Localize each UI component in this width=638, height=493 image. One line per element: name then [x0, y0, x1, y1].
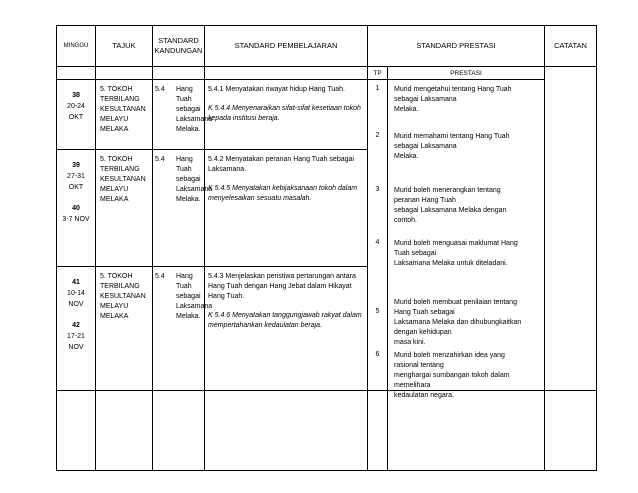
- standard-kandungan-cell: [153, 267, 213, 391]
- catatan-cell: [545, 67, 597, 391]
- tajuk-line: 5. TOKOH: [100, 156, 133, 163]
- header-standard-prestasi: STANDARD PRESTASI: [368, 26, 545, 67]
- sk-number: [155, 115, 176, 125]
- tajuk-line: MELAKA: [100, 196, 129, 203]
- prestasi-line: Murid memahami tentang Hang Tuah: [394, 133, 510, 140]
- sk-number: [155, 292, 176, 302]
- table-row-empty: [57, 391, 597, 471]
- prestasi-line: Murid mengetahui tentang Hang Tuah: [394, 86, 512, 93]
- prestasi-line: Murid boleh menerangkan tentang: [394, 187, 501, 194]
- sk-text: Laksamana: [176, 303, 213, 310]
- sp-main: 5.4.2 Menyatakan peranan Hang Tuah sebagai Laksamana.: [208, 156, 354, 173]
- standard-pembelajaran-cell: [205, 80, 368, 150]
- header-row: [57, 26, 597, 67]
- prestasi-line: Melaka.: [394, 153, 419, 160]
- sk-number: 5.4: [155, 273, 165, 280]
- tajuk-line: MELAYU: [100, 116, 129, 123]
- sk-text: Hang Tuah: [176, 156, 193, 173]
- sk-number: 5.4: [155, 86, 165, 93]
- sp-italic: K 5.4.5 Menyatakan kebijaksanaan tokoh dalam menyelesaikan sesuatu masalah.: [208, 185, 358, 202]
- sk-text: sebagai: [176, 293, 201, 300]
- tp-number: 6: [375, 351, 380, 358]
- rpt-table: [56, 25, 597, 471]
- table-row: [57, 80, 597, 150]
- week-number: 38: [72, 92, 80, 99]
- prestasi-line: Hang Tuah sebagai: [394, 309, 455, 316]
- tajuk-line: MELAYU: [100, 186, 129, 193]
- sk-text: sebagai: [176, 106, 201, 113]
- tajuk-line: TERBILANG: [100, 283, 140, 290]
- sk-number: [155, 175, 176, 185]
- week-number: 40: [72, 205, 80, 212]
- sk-number: [155, 125, 176, 135]
- sk-number: [155, 302, 176, 312]
- sp-main: 5.4.1 Menyatakan riwayat hidup Hang Tuah.: [208, 86, 345, 93]
- prestasi-line: memelihara: [394, 382, 431, 389]
- subheader-tp: TP: [368, 67, 388, 80]
- sk-number: [155, 195, 176, 205]
- standard-kandungan-cell: [153, 80, 213, 150]
- sk-text: sebagai: [176, 176, 201, 183]
- prestasi-line: sebagai Laksamana: [394, 96, 457, 103]
- sk-text: Laksamana: [176, 186, 213, 193]
- week-month: OKT: [68, 114, 84, 121]
- week-number: 42: [72, 322, 80, 329]
- sk-text: Hang Tuah: [176, 273, 193, 290]
- prestasi-line: dengan kehidupan: [394, 329, 452, 336]
- tajuk-cell: [96, 80, 153, 150]
- tajuk-line: KESULTANAN: [100, 176, 146, 183]
- sk-number: 5.4: [155, 156, 165, 163]
- tajuk-line: 5. TOKOH: [100, 273, 133, 280]
- week-cell: [57, 80, 96, 150]
- sk-number: [155, 312, 176, 322]
- prestasi-line: Melaka.: [394, 106, 419, 113]
- sk-text: Laksamana: [176, 116, 213, 123]
- tajuk-line: TERBILANG: [100, 166, 140, 173]
- header-catatan: CATATAN: [545, 26, 597, 67]
- week-range: 27-31: [67, 173, 85, 180]
- header-minggu: MINGGU: [57, 26, 96, 67]
- week-number: 39: [72, 162, 80, 169]
- prestasi-line: peranan Hang Tuah: [394, 197, 456, 204]
- week-range: 3-7 NOV: [62, 216, 90, 223]
- prestasi-text: [394, 351, 540, 401]
- prestasi-text: [394, 186, 540, 226]
- tajuk-cell: [96, 267, 153, 391]
- subheader-prestasi: PRESTASI: [388, 67, 545, 80]
- tp-column: [368, 80, 388, 391]
- sk-number: [155, 105, 176, 115]
- sp-main: 5.4.3 Menjelaskan peristiwa pertarungan antara Hang Tuah dengan Hang Jebat dalam Hikayat Hang Tuah.: [208, 273, 356, 300]
- prestasi-line: menghargai sumbangan tokoh dalam: [394, 372, 510, 379]
- prestasi-line: Laksamana Melaka dan dihubungkaitkan: [394, 319, 522, 326]
- tajuk-line: MELAKA: [100, 126, 129, 133]
- week-range: 17-21: [67, 333, 85, 340]
- prestasi-line: Tuah sebagai: [394, 250, 437, 257]
- tajuk-cell: [96, 150, 153, 267]
- sk-text: Hang Tuah: [176, 86, 193, 103]
- sk-text: Melaka.: [176, 313, 201, 320]
- week-month: NOV: [68, 301, 84, 308]
- tajuk-line: KESULTANAN: [100, 293, 146, 300]
- week-cell: [57, 267, 96, 391]
- prestasi-column: [388, 80, 545, 399]
- prestasi-line: sebagai Laksamana Melaka dengan: [394, 207, 507, 214]
- prestasi-line: Murid boleh menguasai maklumat Hang: [394, 240, 518, 247]
- standard-kandungan-cell: [153, 150, 213, 267]
- week-range: 20-24: [67, 103, 85, 110]
- tp-number: 4: [375, 239, 380, 246]
- prestasi-line: contoh.: [394, 217, 417, 224]
- tp-number: 3: [375, 186, 380, 193]
- header-tajuk: TAJUK: [96, 26, 153, 67]
- header-standard-pembelajaran: STANDARD PEMBELAJARAN: [205, 26, 368, 67]
- tajuk-line: MELAKA: [100, 313, 129, 320]
- week-number: 41: [72, 279, 80, 286]
- week-range: 10-14: [67, 290, 85, 297]
- sp-italic: K 5.4.6 Menyatakan tanggungjawab rakyat dalam mempertahankan kedaulatan beraja.: [208, 312, 362, 329]
- prestasi-line: Murid boleh membuat penilaian tentang: [394, 299, 517, 306]
- tp-number: 2: [375, 132, 380, 139]
- sk-number: [155, 185, 176, 195]
- tp-number: 1: [375, 85, 380, 92]
- prestasi-line: kedaulatan negara.: [394, 392, 454, 399]
- tajuk-line: KESULTANAN: [100, 106, 146, 113]
- tajuk-line: TERBILANG: [100, 96, 140, 103]
- prestasi-line: rasional tentang: [394, 362, 444, 369]
- prestasi-text: [394, 132, 540, 162]
- prestasi-line: masa kini.: [394, 339, 426, 346]
- prestasi-line: sebagai Laksamana: [394, 143, 457, 150]
- sk-text: Melaka.: [176, 196, 201, 203]
- week-month: NOV: [68, 344, 84, 351]
- prestasi-line: Murid boleh menzahirkan idea yang: [394, 352, 505, 359]
- prestasi-line: Laksamana Melaka untuk diteladani.: [394, 260, 508, 267]
- tajuk-line: 5. TOKOH: [100, 86, 133, 93]
- standard-pembelajaran-cell: [205, 150, 368, 267]
- header-standard-kandungan: STANDARD KANDUNGAN: [153, 26, 205, 67]
- prestasi-text: [394, 239, 540, 269]
- sk-text: Melaka.: [176, 126, 201, 133]
- week-cell: [57, 150, 96, 267]
- subheader-row: [57, 67, 597, 80]
- standard-pembelajaran-cell: [205, 267, 368, 391]
- tajuk-line: MELAYU: [100, 303, 129, 310]
- week-month: OKT: [68, 184, 84, 191]
- tp-number: 5: [375, 308, 380, 315]
- prestasi-text: [394, 85, 540, 115]
- sp-italic: K 5.4.4 Menyenaraikan sifat-sifat kesetiaan tokoh kepada institusi beraja.: [208, 105, 361, 122]
- prestasi-text: [394, 298, 540, 348]
